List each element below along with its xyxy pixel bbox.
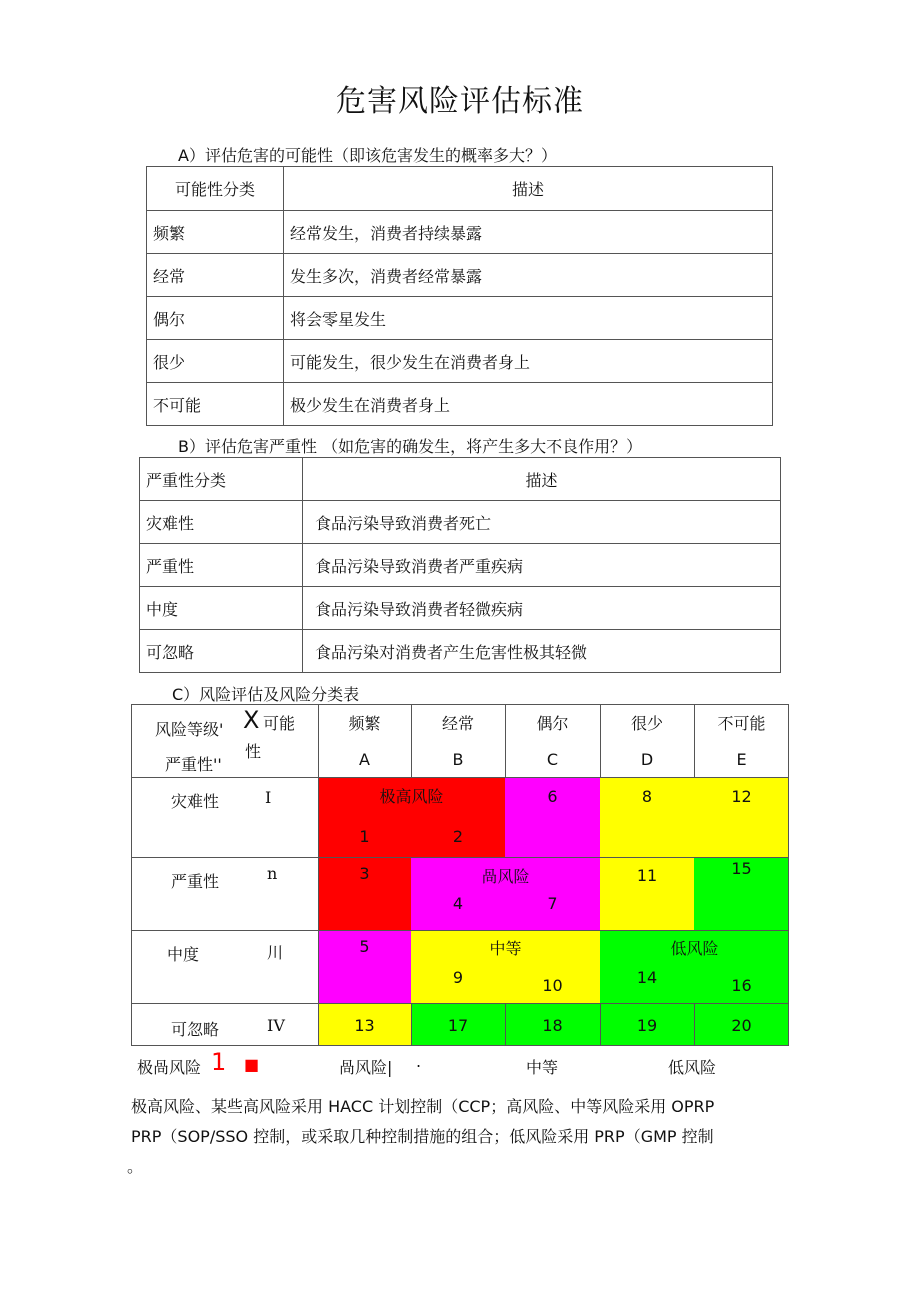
row-roman: n — [267, 864, 278, 883]
description-cell: 食品污染导致消费者死亡 — [303, 501, 781, 544]
legend-high: 咼风险| — [339, 1058, 393, 1077]
legend-medium: 中等 — [526, 1058, 559, 1077]
possibility-label-2: 性 — [245, 742, 262, 761]
column-name: 很少 — [630, 714, 663, 733]
category-cell: 偶尔 — [147, 297, 284, 340]
column-name: 频繁 — [348, 714, 381, 733]
grid-line — [131, 1003, 789, 1004]
section-a-caption: A）评估危害的可能性（即该危害发生的概率多大？） — [178, 146, 557, 165]
row-name: 可忽略 — [171, 1020, 220, 1039]
column-code: E — [736, 750, 747, 769]
legend-extreme-mark: 1 — [211, 1048, 227, 1076]
category-cell: 不可能 — [147, 383, 284, 426]
table-row — [147, 297, 773, 340]
description-cell: 发生多次，消费者经常暴露 — [284, 254, 773, 297]
row-roman: IV — [267, 1016, 285, 1035]
severity-label: 严重性'' — [165, 755, 222, 774]
table-row — [140, 544, 781, 587]
table-header-row — [147, 167, 773, 211]
risk-number: 13 — [354, 1016, 375, 1035]
x-mark: X — [243, 706, 260, 734]
grid-line — [131, 1045, 789, 1046]
high-risk-label: 咼风险 — [481, 867, 530, 886]
risk-matrix — [131, 704, 789, 1046]
risk-number: 5 — [359, 937, 370, 956]
extreme-risk-label: 极高风险 — [379, 787, 444, 806]
risk-number: 15 — [731, 859, 752, 878]
risk-number: 3 — [359, 864, 370, 883]
row-roman: I — [265, 788, 272, 807]
table-row — [147, 254, 773, 297]
category-cell: 经常 — [147, 254, 284, 297]
risk-number: 9 — [452, 968, 464, 987]
grid-line — [131, 930, 789, 931]
category-cell: 中度 — [140, 587, 303, 630]
risk-number: 18 — [542, 1016, 563, 1035]
header-cell: 描述 — [303, 458, 781, 501]
risk-number: 7 — [547, 894, 558, 913]
legend-square-icon: ■ — [244, 1055, 260, 1074]
footer-line-1: 极高风险、某些高风险采用 HACC 计划控制（CCP；高风险、中等风险采用 OPRP — [131, 1097, 715, 1116]
description-cell: 食品污染导致消费者轻微疾病 — [303, 587, 781, 630]
grid-line — [131, 704, 132, 1046]
header-cell: 严重性分类 — [140, 458, 303, 501]
page-title: 危害风险评估标准 — [336, 84, 584, 119]
column-code: C — [546, 750, 559, 769]
row-roman: 川 — [267, 943, 284, 962]
category-cell: 很少 — [147, 340, 284, 383]
medium-risk-label: 中等 — [489, 939, 522, 958]
risk-number: 2 — [452, 827, 464, 846]
row-name: 中度 — [167, 945, 200, 964]
section-b-caption: B）评估危害严重性 （如危害的确发生，将产生多大不良作用？） — [178, 437, 643, 456]
severity-table — [139, 457, 781, 673]
risk-number: 11 — [636, 866, 658, 885]
description-cell: 极少发生在消费者身上 — [284, 383, 773, 426]
description-cell: 可能发生，很少发生在消费者身上 — [284, 340, 773, 383]
footer-line-2: PRP（SOP/SSO 控制，或采取几种控制措施的组合；低风险采用 PRP（GMP 控制 — [131, 1127, 714, 1146]
column-code: D — [640, 750, 654, 769]
risk-number: 6 — [547, 787, 558, 806]
table-row — [147, 340, 773, 383]
column-code: B — [452, 750, 464, 769]
legend-extreme: 极咼风险 — [137, 1058, 202, 1077]
legend — [137, 1050, 797, 1080]
risk-number: 8 — [641, 787, 653, 806]
description-cell: 经常发生，消费者持续暴露 — [284, 211, 773, 254]
table-header-row — [140, 458, 781, 501]
risk-number: 16 — [731, 976, 752, 995]
description-cell: 食品污染对消费者产生危害性极其轻微 — [303, 630, 781, 673]
row-name: 灾难性 — [171, 792, 220, 811]
legend-dot: . — [416, 1052, 422, 1071]
risk-level-label: 风险等级' — [155, 720, 224, 739]
risk-number: 1 — [359, 827, 370, 846]
risk-number: 10 — [542, 976, 563, 995]
possibility-label: 可能 — [263, 714, 296, 733]
header-cell: 可能性分类 — [147, 167, 284, 211]
risk-number: 20 — [731, 1016, 752, 1035]
row-name: 严重性 — [171, 872, 220, 891]
footer-line-3: 。 — [127, 1157, 144, 1176]
risk-number: 12 — [731, 787, 752, 806]
risk-number: 19 — [636, 1016, 658, 1035]
table-row — [140, 630, 781, 673]
grid-line — [131, 857, 789, 858]
column-name: 经常 — [441, 714, 474, 733]
column-name: 不可能 — [717, 714, 766, 733]
header-cell: 描述 — [284, 167, 773, 211]
category-cell: 严重性 — [140, 544, 303, 587]
table-row — [140, 501, 781, 544]
possibility-table — [146, 166, 773, 426]
description-cell: 将会零星发生 — [284, 297, 773, 340]
category-cell: 可忽略 — [140, 630, 303, 673]
table-row — [147, 211, 773, 254]
risk-number: 14 — [636, 968, 658, 987]
description-cell: 食品污染导致消费者严重疾病 — [303, 544, 781, 587]
table-row — [147, 383, 773, 426]
section-c-caption: C）风险评估及风险分类表 — [172, 685, 360, 704]
category-cell: 灾难性 — [140, 501, 303, 544]
low-risk-label: 低风险 — [670, 939, 719, 958]
legend-low: 低风险 — [668, 1058, 717, 1077]
column-code: A — [359, 750, 370, 769]
risk-number: 4 — [452, 894, 464, 913]
grid-line — [131, 704, 789, 705]
risk-number: 17 — [447, 1016, 469, 1035]
column-name: 偶尔 — [536, 714, 569, 733]
grid-line — [131, 777, 789, 778]
table-row — [140, 587, 781, 630]
category-cell: 频繁 — [147, 211, 284, 254]
